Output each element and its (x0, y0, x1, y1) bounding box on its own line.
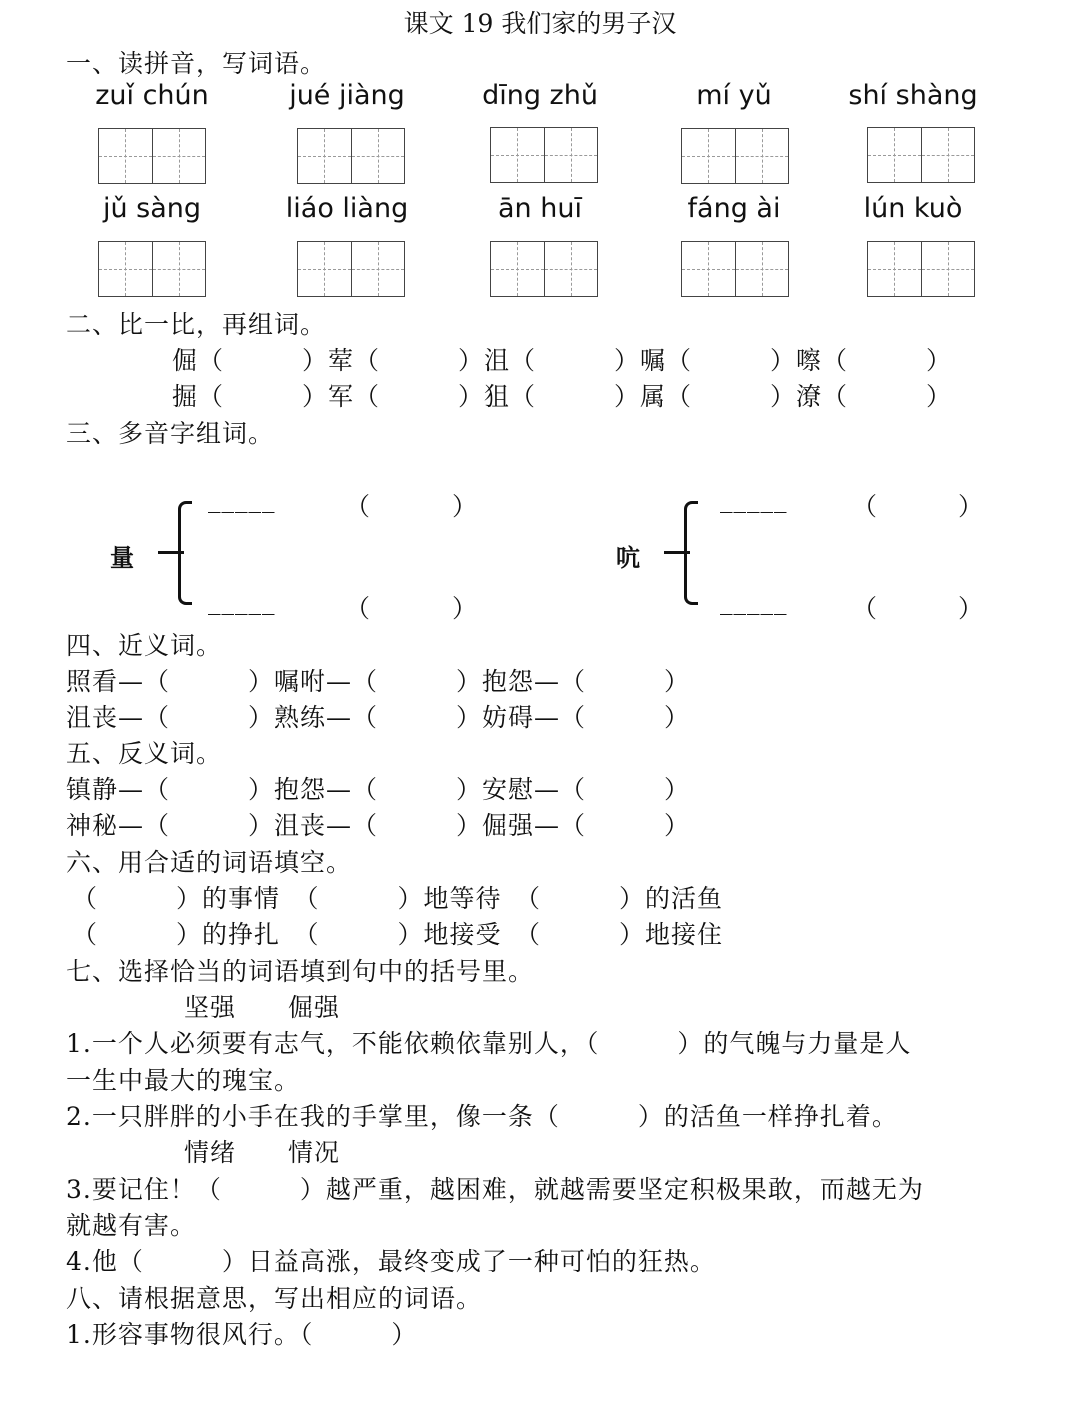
section-6-heading: 六、用合适的词语填空。 (66, 848, 353, 877)
writing-grid[interactable] (681, 128, 789, 184)
pinyin-5: shí shàng (848, 80, 978, 111)
pinyin-9: fáng ài (687, 193, 781, 224)
fill-line-2: （ ）的挣扎 （ ）地接受 （ ）地接住 (72, 920, 724, 949)
writing-grid[interactable] (490, 241, 598, 297)
pinyin-1: zuǐ chún (95, 80, 209, 111)
question-1-line-2: 一生中最大的瑰宝。 (66, 1066, 301, 1095)
question-4: 4.他（ ）日益高涨，最终变成了一种可怕的狂热。 (66, 1247, 716, 1276)
section-1-heading: 一、读拼音，写词语。 (66, 49, 327, 78)
paren-open: （ (852, 594, 879, 623)
word-choices-2: 情绪 情况 (184, 1138, 341, 1167)
word-choices-1: 坚强 倔强 (184, 993, 341, 1022)
antonym-line-1: 镇静—（ ）抱怨—（ ）安慰—（ ） (66, 775, 691, 804)
paren-open: （ (852, 492, 879, 521)
answer-blank[interactable]: _____ (208, 586, 276, 615)
writing-grid[interactable] (867, 241, 975, 297)
section-8-heading: 八、请根据意思，写出相应的词语。 (66, 1284, 483, 1313)
polyphone-left-char: 量 (110, 543, 134, 572)
paren-close: ） (958, 492, 985, 521)
pinyin-6: jǔ sàng (102, 193, 202, 224)
brace-left (178, 501, 192, 605)
paren-open: （ (345, 594, 372, 623)
answer-blank[interactable]: _____ (720, 484, 788, 513)
pinyin-8: ān huī (498, 193, 582, 224)
writing-grid[interactable] (490, 127, 598, 183)
definition-question-1: 1.形容事物很风行。（ ） (66, 1320, 418, 1349)
pinyin-3: dīng zhǔ (482, 80, 598, 111)
brace-right (684, 501, 698, 605)
writing-grid[interactable] (98, 241, 206, 297)
compare-line-1: 倔（ ）荤（ ）沮（ ）嘱（ ）嚓（ ） (172, 346, 953, 375)
pinyin-4: mí yǔ (696, 80, 772, 111)
paren-open: （ (345, 492, 372, 521)
writing-grid[interactable] (98, 128, 206, 184)
paren-close: ） (452, 594, 479, 623)
question-1-line-1: 1.一个人必须要有志气，不能依赖依靠别人，（ ）的气魄与力量是人 (66, 1029, 912, 1058)
writing-grid[interactable] (867, 127, 975, 183)
paren-close: ） (958, 594, 985, 623)
section-4-heading: 四、近义词。 (66, 631, 223, 660)
section-5-heading: 五、反义词。 (66, 739, 223, 768)
question-2: 2.一只胖胖的小手在我的手掌里，像一条（ ）的活鱼一样挣扎着。 (66, 1102, 898, 1131)
answer-blank[interactable]: _____ (208, 484, 276, 513)
pinyin-7: liáo liàng (285, 193, 409, 224)
answer-blank[interactable]: _____ (720, 586, 788, 615)
question-3-line-1: 3.要记住！（ ）越严重，越困难，就越需要坚定积极果敢，而越无为 (66, 1175, 924, 1204)
synonym-line-2: 沮丧—（ ）熟练—（ ）妨碍—（ ） (66, 703, 691, 732)
pinyin-2: jué jiàng (289, 80, 405, 111)
writing-grid[interactable] (297, 241, 405, 297)
writing-grid[interactable] (297, 128, 405, 184)
compare-line-2: 掘（ ）军（ ）狙（ ）属（ ）潦（ ） (172, 382, 953, 411)
fill-line-1: （ ）的事情 （ ）地等待 （ ）的活鱼 (72, 884, 724, 913)
section-3-heading: 三、多音字组词。 (66, 419, 275, 448)
page-title: 课文 19 我们家的男子汉 (403, 9, 677, 38)
section-2-heading: 二、比一比，再组词。 (66, 310, 327, 339)
section-7-heading: 七、选择恰当的词语填到句中的括号里。 (66, 957, 535, 986)
polyphone-right-char: 吭 (616, 543, 640, 572)
paren-close: ） (452, 492, 479, 521)
synonym-line-1: 照看—（ ）嘱咐—（ ）抱怨—（ ） (66, 667, 691, 696)
antonym-line-2: 神秘—（ ）沮丧—（ ）倔强—（ ） (66, 811, 691, 840)
question-3-line-2: 就越有害。 (66, 1211, 197, 1240)
writing-grid[interactable] (681, 241, 789, 297)
pinyin-10: lún kuò (863, 193, 963, 224)
